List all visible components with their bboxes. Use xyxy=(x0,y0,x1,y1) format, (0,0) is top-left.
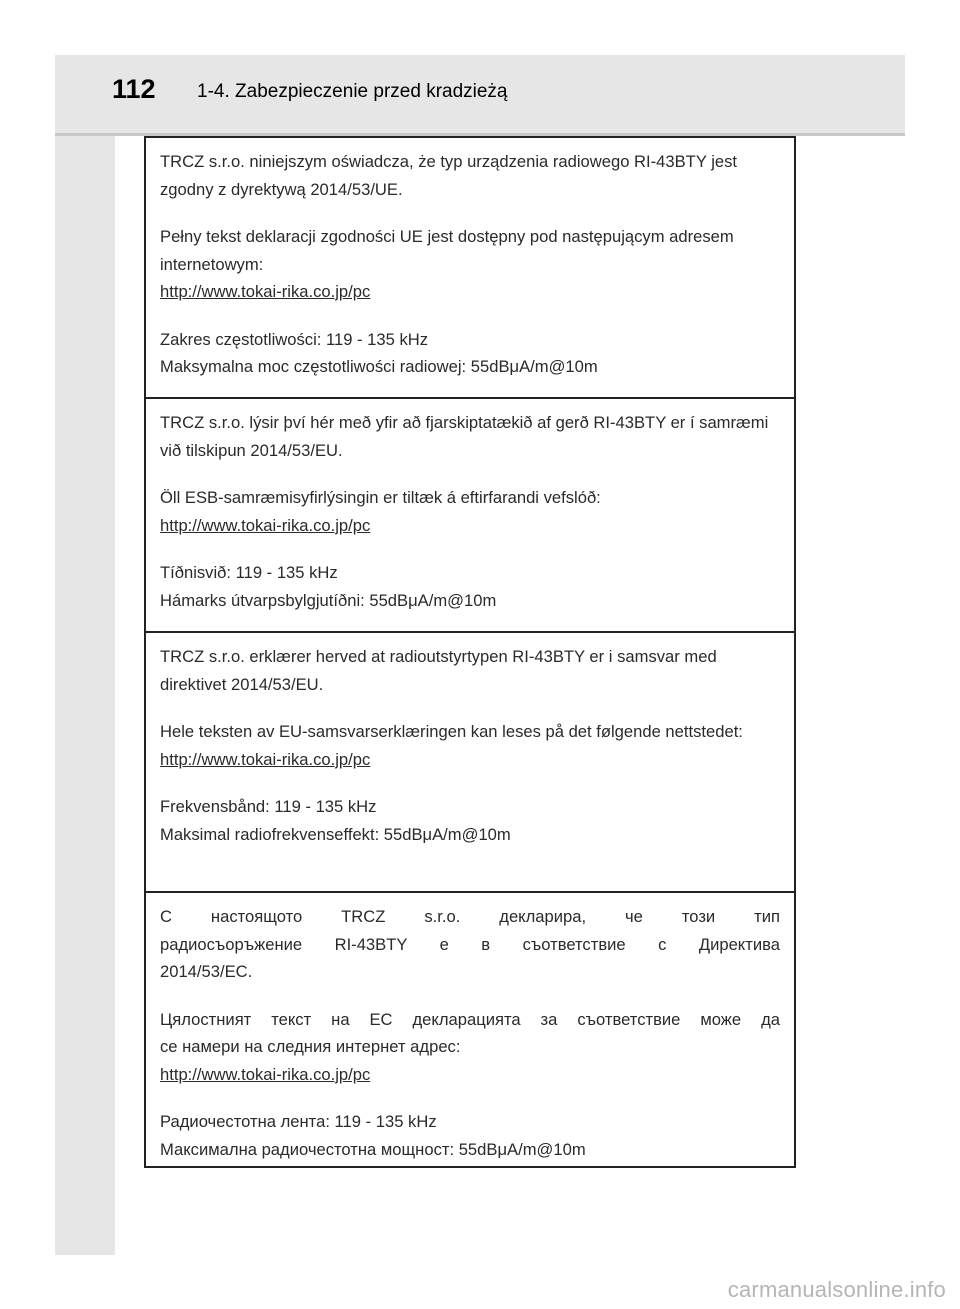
max-power: Hámarks útvarpsbylgjutíðni: 55dBμA/m@10m xyxy=(160,590,497,610)
declaration-line: радиосъоръжение RI-43BTY е в съответствие с Директива xyxy=(160,934,780,954)
max-power: Максимална радиочестотна мощност: 55dBμA/m@10m xyxy=(160,1139,586,1159)
max-power: Maksymalna moc częstotliwości radiowej: 55dBμA/m@10m xyxy=(160,357,598,376)
declaration-polish xyxy=(146,138,794,399)
declaration-text: TRCZ s.r.o. niniejszym oświadcza, że typ urządzenia radiowego RI-43BTY jest zgodny z dyrektywą 2014/53/UE. xyxy=(160,152,738,199)
declaration-url-link[interactable]: http://www.tokai-rika.co.jp/pc xyxy=(160,515,371,535)
declaration-norwegian xyxy=(146,633,794,893)
site-watermark: carmanualsonline.info xyxy=(727,1277,946,1302)
full-text-intro: Öll ESB-samræmisyfirlýsingin er tiltæk á eftirfarandi vefslóð: xyxy=(160,488,601,507)
page-side-strip xyxy=(55,55,115,1255)
declaration-bulgarian xyxy=(146,893,794,1166)
declaration-url-link[interactable]: http://www.tokai-rika.co.jp/pc xyxy=(160,749,371,769)
declaration-text: TRCZ s.r.o. erklærer herved at radioutstyrtypen RI-43BTY er i samsvar med direktivet 2014/53/EU. xyxy=(160,647,717,694)
declaration-line: С настоящото TRCZ s.r.o. декларира, че този тип xyxy=(160,907,780,926)
max-power: Maksimal radiofrekvenseffekt: 55dBμA/m@10m xyxy=(160,824,511,844)
full-text-intro: Pełny tekst deklaracji zgodności UE jest dostępny pod następującym adresem internetowym: xyxy=(160,227,734,274)
declaration-url-link[interactable]: http://www.tokai-rika.co.jp/pc xyxy=(160,282,371,301)
declaration-text: TRCZ s.r.o. lýsir því hér með yfir að fjarskiptatækið af gerð RI-43BTY er í samræmi við tilskipun 2014/53/EU. xyxy=(160,413,769,460)
declaration-icelandic xyxy=(146,399,794,633)
page-number: 112 xyxy=(112,74,156,104)
full-text-intro: Hele teksten av EU-samsvarserklæringen kan leses på det følgende nettstedet: xyxy=(160,722,743,741)
frequency-range: Радиочестотна лента: 119 - 135 kHz xyxy=(160,1112,437,1131)
section-title: 1-4. Zabezpieczenie przed kradzieżą xyxy=(197,81,508,102)
full-text-line: се намери на следния интернет адрес: xyxy=(160,1037,461,1056)
declaration-text xyxy=(160,903,780,986)
full-text-intro xyxy=(160,1006,780,1061)
declaration-table xyxy=(144,136,796,1168)
declaration-url-link[interactable]: http://www.tokai-rika.co.jp/pc xyxy=(160,1064,371,1084)
frequency-range: Frekvensbånd: 119 - 135 kHz xyxy=(160,797,377,816)
frequency-range: Zakres częstotliwości: 119 - 135 kHz xyxy=(160,329,429,349)
frequency-range: Tíðnisvið: 119 - 135 kHz xyxy=(160,563,338,582)
declaration-line: 2014/53/ЕС. xyxy=(160,962,253,981)
full-text-line: Цялостният текст на ЕС декларацията за съответствие може да xyxy=(160,1009,780,1029)
